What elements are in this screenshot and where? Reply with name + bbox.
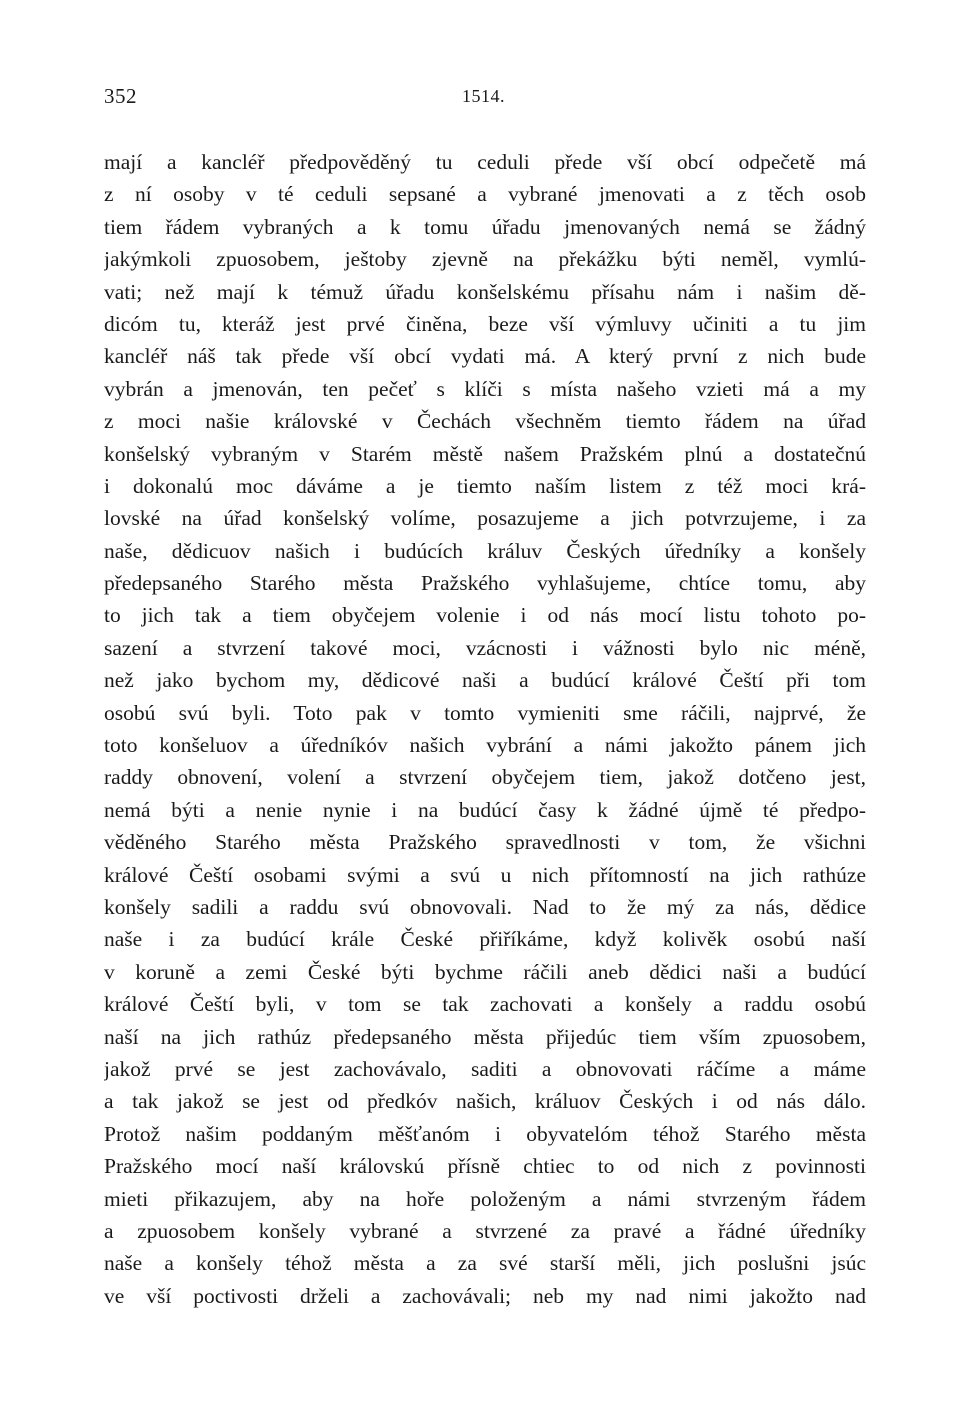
text-line: v koruně a zemi České býti bychme ráčili aneb dědici naši a budúcí	[104, 959, 866, 984]
text-line: toto konšeluov a úředníkóv našich vybrání a námi jakožto pánem jich	[104, 733, 866, 758]
text-line: než jako bychom my, dědicové naši a budúcí králové Čeští při tom	[104, 668, 866, 693]
text-line: z ní osoby v té ceduli sepsané a vybrané jmenovati a z těch osob	[104, 182, 866, 207]
text-line: ve vší poctivosti drželi a zachovávali; neb my nad nimi jakožto nad	[104, 1283, 866, 1308]
running-head-year: 1514.	[462, 86, 505, 106]
text-line: Protož našim poddaným měšťanóm i obyvatelóm téhož Starého města	[104, 1121, 866, 1146]
text-line: konšelský vybraným v Starém městě našem Pražském plnú a dostatečnú	[104, 441, 866, 466]
text-line: dicóm tu, kteráž jest prvé činěna, beze vší výmluvy učiniti a tu jim	[104, 311, 866, 336]
text-line: jakož prvé se jest zachovávalo, saditi a obnovovati ráčíme a máme	[104, 1056, 866, 1081]
text-line: z moci našie královské v Čechách všechněm tiemto řádem na úřad	[104, 409, 866, 434]
text-line: nemá býti a nenie nynie i na budúcí časy k žádné újmě té předpo-	[104, 797, 866, 822]
text-line: osobú svú byli. Toto pak v tomto vymieniti sme ráčili, najprvé, že	[104, 700, 866, 725]
text-line: králové Čeští byli, v tom se tak zachovati a konšely a raddu osobú	[104, 992, 866, 1017]
text-line: to jich tak a tiem obyčejem volenie i od nás mocí listu tohoto po-	[104, 603, 866, 628]
text-line: naše a konšely téhož města a za své starší měli, jich poslušni jsúc	[104, 1251, 866, 1276]
body-text	[104, 146, 866, 1312]
text-line: králové Čeští osobami svými a svú u nich přítomností na jich rathúze	[104, 862, 866, 887]
text-line: konšely sadili a raddu svú obnovovali. Nad to že mý za nás, dědice	[104, 894, 866, 919]
text-line: sazení a stvrzení takové moci, vzácnosti i vážnosti bylo nic méně,	[104, 635, 866, 660]
text-line: lovské na úřad konšelský volíme, posazujeme a jich potvrzujeme, i za	[104, 506, 866, 531]
text-line: mieti přikazujem, aby na hoře položeným a námi stvrzeným řádem	[104, 1186, 866, 1211]
text-line: vybrán a jmenován, ten pečeť s klíči s místa našeho vzieti má a my	[104, 376, 866, 401]
text-line: mají a kancléř předpověděný tu ceduli přede vší obcí odpečetě má	[104, 150, 866, 174]
running-head	[104, 84, 866, 114]
text-line: naše i za budúcí krále České přiříkáme, když kolivěk osobú naší	[104, 927, 866, 952]
text-line: a zpuosobem konšely vybrané a stvrzené za pravé a řádné úředníky	[104, 1218, 866, 1243]
text-line: raddy obnovení, volení a stvrzení obyčejem tiem, jakož dotčeno jest,	[104, 765, 866, 790]
text-line: jakýmkoli zpuosobem, ještoby zjevně na překážku býti neměl, vymlú-	[104, 247, 866, 272]
text-line: a tak jakož se jest od předkóv našich, králuov Českých i od nás dálo.	[104, 1089, 866, 1114]
text-line: tiem řádem vybraných a k tomu úřadu jmenovaných nemá se žádný	[104, 214, 866, 239]
text-line: i dokonalú moc dáváme a je tiemto naším listem z též moci krá-	[104, 473, 866, 498]
text-line: naše, dědicuov našich i budúcích králuv Českých úředníky a konšely	[104, 538, 866, 563]
text-line: naší na jich rathúz předepsaného města přijedúc tiem vším zpuosobem,	[104, 1024, 866, 1049]
page-number: 352	[104, 84, 137, 108]
text-line: kancléř náš tak přede vší obcí vydati má. A který první z nich bude	[104, 344, 866, 369]
text-line: věděného Starého města Pražského spravedlnosti v tom, že všichni	[104, 830, 866, 855]
text-line: předepsaného Starého města Pražského vyhlašujeme, chtíce tomu, aby	[104, 571, 866, 596]
text-line: vati; než mají k témuž úřadu konšelskému přísahu nám i našim dě-	[104, 279, 866, 304]
text-line: Pražského mocí naší královskú přísně chtiec to od nich z povinnosti	[104, 1154, 866, 1179]
